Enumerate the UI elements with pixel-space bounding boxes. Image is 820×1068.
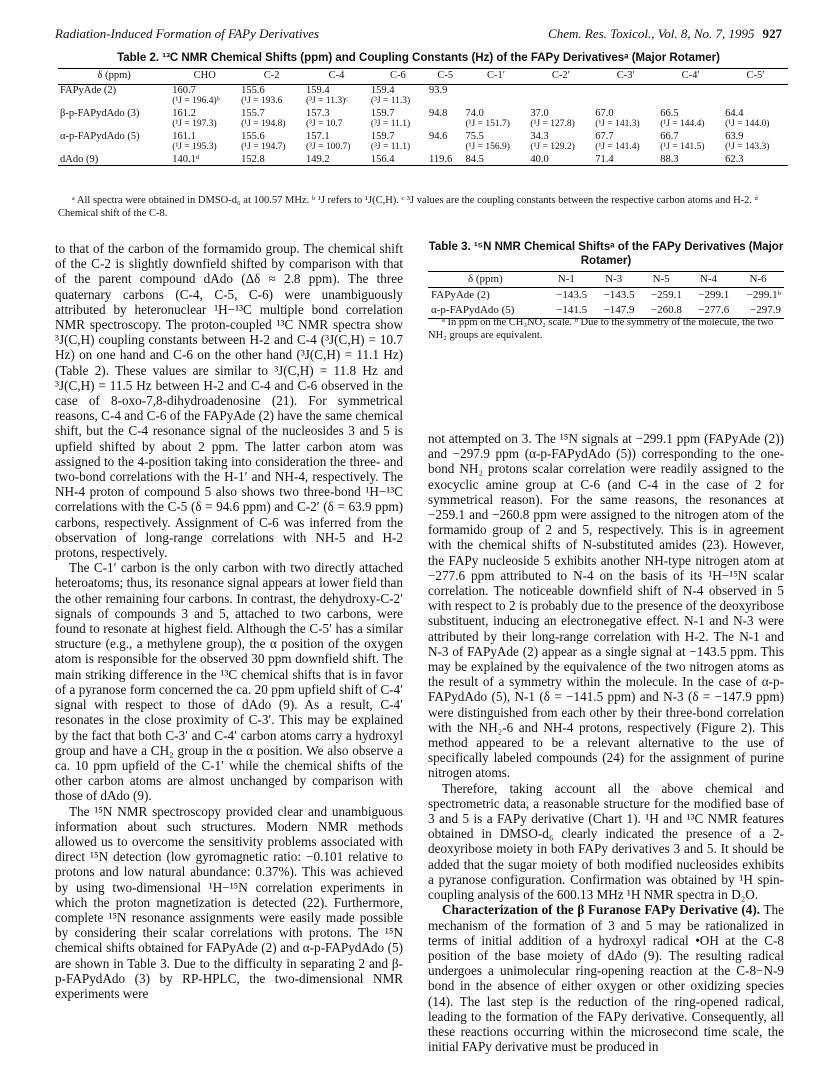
body-paragraph: The C-1′ carbon is the only carbon with two directly attached heteroatoms; thus, its resonance signal appears at lower field than the other remaining four carbons. In contrast, the dehydroxy-C-2′ signals of compounds 3 and 5, attached to two carbons, were found to resonate at highest field. Although the C-5′ has a similar structure (e.g., a methylene group), the α position of the oxygen atom is responsible for the observed 30 ppm downfield shift. The main striking difference in the ¹³C chemical shifts that is in favor of a pyranose form concerned the ca. 20 ppm upfield shift of C-4′ signal with respect to those of dAdo (9). As a result, C-4′ resonates in the close proximity of C-3′. This may be explained by the fact that both C-3′ and C-4′ carbon atoms carry a hydroxyl group and have a CH₂ group in the α position. We also observe a ca. 10 ppm upfield of the C-1′ while the chemical shifts of the other carbon atoms are almost unchanged by comparison with those of dAdo (9). (55, 560, 403, 804)
compound-name: α-p-FAPydAdo (5) (428, 303, 543, 319)
shift-value: 67.0 (595, 107, 614, 119)
shift-value: 156.4 (370, 153, 395, 165)
body-paragraph: The ¹⁵N NMR spectroscopy provided clear and unambiguous information about such structures. Modern NMR methods allowed us to overcome the sensitivity problems associated with direct ¹⁵N detection (low gyromagnetic ratio: −0.101 relative to protons and low natural abundance: 0.37%). This was achieved by using two-dimensional ¹H−¹⁵N correlation experiments in which the proton magnetization is detected (22). Furthermore, complete ¹⁵N resonance assignments were easily made possible by considering their scalar correlations with protons. The ¹⁵N chemical shifts obtained for FAPyAde (2) and α-p-FAPydAdo (5) are shown in Table 3. Due to the difficulty in separating 2 and β-p-FAPydAdo (3) by RP-HPLC, the two-dimensional NMR experiments were (55, 803, 403, 1001)
table2 (58, 68, 788, 166)
table-cell (464, 84, 529, 108)
coupling-value: (¹J = 127.8) (530, 119, 575, 129)
coupling-value: (¹J = 197.3) (172, 119, 217, 129)
shift-value: 63.9 (725, 130, 744, 142)
table-cell (528, 131, 593, 154)
table-cell (304, 131, 369, 154)
table-cell (464, 154, 529, 166)
table3-header-cell: N-4 (685, 272, 732, 288)
shift-value: 67.7 (595, 130, 614, 142)
coupling-value: (¹J = 196.4)ᵇ (172, 96, 220, 106)
table-cell (658, 84, 723, 108)
table-cell (658, 108, 723, 131)
table-cell (593, 131, 658, 154)
shift-value: 157.3 (306, 107, 330, 119)
table3-body (428, 288, 784, 319)
coupling-value: (¹J = 144.0) (725, 119, 770, 129)
section-heading: Characterization of the β Furanose FAPy Derivative (4). (442, 902, 761, 918)
shift-value: 159.4 (306, 84, 330, 96)
running-head (55, 26, 782, 42)
table-cell: −259.1 (650, 289, 682, 301)
shift-value: 152.8 (241, 153, 265, 165)
table2-caption: Table 2. ¹³C NMR Chemical Shifts (ppm) and Coupling Constants (Hz) of the FAPy Derivativesᵃ (Major Rotamer) (117, 52, 720, 64)
table2-header-cell: C-2 (239, 69, 304, 85)
table3-header-cell: N-5 (637, 272, 684, 288)
table-cell (593, 84, 658, 108)
coupling-value: (¹J = 141.3) (595, 119, 640, 129)
coupling-value: (¹J = 144.4) (660, 119, 705, 129)
coupling-value: (¹J = 143.3) (725, 142, 770, 152)
table-cell (723, 84, 788, 108)
table-cell: −143.5 (603, 289, 635, 301)
table-cell (658, 154, 723, 166)
shift-value: 161.1 (172, 130, 196, 142)
table2-header-cell: C-6 (369, 69, 427, 85)
table3-header-cell: N-3 (590, 272, 637, 288)
table-cell (239, 154, 304, 166)
table-cell (723, 154, 788, 166)
table-cell: −277.6 (685, 303, 732, 319)
table-cell (369, 108, 427, 131)
table-cell (723, 108, 788, 131)
section-text: The mechanism of the formation of 3 and 5 may be rationalized in terms of initial addition of a hydroxyl radical •OH at the C-8 position of the base moiety of dAdo (9). The resulting radical undergoes a unimolecular ring-opening reaction at the C-8−N-9 bond in the absence of either oxygen or other oxidizing species (14). The last step is the reduction of the ring-opened radical, leading to the formation of the FAPy derivative. Consequently, all these reactions occurring within the microsecond time scale, the initial FAPy derivative must be produced in (428, 902, 784, 1055)
table2-header-cell: C-5′ (723, 69, 788, 85)
shift-value: 160.7 (172, 84, 196, 96)
table2-footnote: ᵃ All spectra were obtained in DMSO-d₆ at 100.57 MHz. ᵇ ¹J refers to ¹J(C,H). ᶜ ³J values are the coupling constants between the respective carbon atoms and H-2. ᵈ Chemical shift of the C-8. (58, 195, 758, 219)
shift-value: 66.7 (660, 130, 679, 142)
shift-value: 94.6 (428, 130, 448, 142)
table-row (58, 154, 788, 166)
table-cell (170, 131, 239, 154)
running-head-title: Radiation-Induced Formation of FAPy Derivatives (55, 26, 320, 41)
shift-value: 159.7 (370, 130, 395, 142)
shift-value: 75.5 (465, 130, 484, 142)
coupling-value: (¹J = 193.6 (241, 96, 283, 106)
coupling-value: (¹J = 156.9) (465, 142, 510, 152)
table-cell (369, 131, 427, 154)
shift-value: 34.3 (530, 130, 549, 142)
shift-value: 62.3 (725, 153, 744, 165)
shift-value: 93.9 (428, 84, 448, 96)
table-cell (304, 84, 369, 108)
shift-value: 40.0 (530, 153, 549, 165)
table-cell (239, 131, 304, 154)
table-cell (170, 84, 239, 108)
table3-caption: Table 3. ¹⁵N NMR Chemical Shiftsᵃ of the FAPy Derivatives (Major Rotamer) (428, 241, 784, 267)
shift-value: 84.5 (465, 153, 484, 165)
table3 (428, 271, 784, 319)
table-cell (528, 154, 593, 166)
coupling-value: (¹J = 195.3) (172, 142, 217, 152)
shift-value: 157.1 (306, 130, 330, 142)
shift-value: 140.1ᵈ (172, 153, 200, 165)
compound-name: α-p-FAPydAdo (5) (60, 130, 140, 142)
shift-value: 66.5 (660, 107, 679, 119)
table3-header-cell: δ (ppm) (428, 272, 543, 288)
shift-value: 37.0 (530, 107, 549, 119)
table-cell (369, 84, 427, 108)
coupling-value: (³J = 11.1) (370, 142, 411, 152)
coupling-value: (³J = 10.7 (306, 119, 343, 129)
shift-value: 159.7 (370, 107, 395, 119)
table2-header-cell: C-1′ (464, 69, 529, 85)
table2-header-cell: C-4 (304, 69, 369, 85)
coupling-value: (¹J = 141.5) (660, 142, 705, 152)
table2-header-cell: CHO (170, 69, 239, 85)
table-cell: −299.1 (698, 289, 730, 301)
table-cell (304, 108, 369, 131)
left-column (55, 241, 403, 1001)
table-cell (593, 108, 658, 131)
coupling-value: (³J = 11.3) (370, 96, 411, 106)
table-cell (658, 131, 723, 154)
table-row (428, 288, 784, 304)
coupling-value: (¹J = 194.8) (241, 119, 286, 129)
table-cell (239, 84, 304, 108)
table3-header-cell: N-1 (543, 272, 590, 288)
compound-name: dAdo (9) (58, 154, 170, 166)
table-cell: −141.5 (543, 303, 590, 319)
table-cell (170, 108, 239, 131)
page-number: 927 (762, 26, 782, 41)
table2-header-cell: C-4′ (658, 69, 723, 85)
table-cell: −147.9 (590, 303, 637, 319)
body-paragraph: to that of the carbon of the formamido group. The chemical shift of the C-2 is slightly downfield shifted by comparison with that of the parent compound dAdo (Δδ ≈ 2.8 ppm). The three quaternary carbons (C-4, C-5, C-6) were unambiguously attributed by heteronuclear ¹H−¹³C multiple bond correlation NMR spectroscopy. The proton-coupled ¹³C NMR spectra show ³J(C,H) coupling constants between H-2 and C-4 (³J(C,H) = 10.7 Hz) on one hand and C-6 on the other hand (³J(C,H) = 11.1 Hz) (Table 2). These values are similar to ³J(C,H) = 11.8 Hz and ³J(C,H) = 11.5 Hz between H-2 and C-4 and C-6 observed in the case of 8-oxo-7,8-dihydroadenosine (21). For symmetrical reasons, C-4 and C-6 of the FAPyAde (2) have the same chemical shift, but the C-4 resonance signal of the nucleosides 3 and 5 is upfield shifted by about 2 ppm. The latter carbon atom was assigned to the 4-position taking into consideration the three- and two-bond correlations with the H-1′ and NH-4, respectively. The NH-4 proton of compound 5 also shows two three-bond ¹H−¹³C correlations with the C-5 (δ = 94.6 ppm) and C-2′ (δ = 63.9 ppm) carbons, respectively. Assignment of C-6 was inferred from the observation of long-range correlations with NH-5 and H-2 protons, respectively. (55, 241, 403, 561)
table-cell (304, 154, 369, 166)
table-row (58, 84, 788, 108)
right-column (428, 431, 784, 1054)
table3-footnote: ᵃ In ppm on the CH₃NO₂ scale. ᵇ Due to the symmetry of the molecule, the two NH₂ groups are equivalent. (428, 317, 774, 341)
table-cell (427, 108, 464, 131)
table-cell (427, 154, 464, 166)
shift-value: 149.2 (306, 153, 330, 165)
shift-value: 74.0 (465, 107, 484, 119)
table-row (58, 108, 788, 131)
shift-value: 88.3 (660, 153, 679, 165)
table-cell: −299.1ᵇ (746, 289, 781, 301)
table-cell: −260.8 (637, 303, 684, 319)
shift-value: 155.6 (241, 84, 265, 96)
table-cell (593, 154, 658, 166)
running-head-citation (548, 26, 782, 42)
table-cell (369, 154, 427, 166)
table2-header-cell: δ (ppm) (58, 69, 170, 85)
body-paragraph: not attempted on 3. The ¹⁵N signals at −299.1 ppm (FAPyAde (2)) and −297.9 ppm (α-p-FAPydAdo (5)) corresponding to the one-bond NH₂ protons scalar correlation were readily assigned to the exocyclic amine group at C-6 (and C-4 in the case of 2 for symmetrical reason). For the same reasons, the resonances at −259.1 and −260.8 ppm were assigned to the nitrogen atom of the formamido group of 2 and 5, respectively. This is in agreement with the chemical shifts of N-substituted amides (23). However, the FAPy nucleoside 5 exhibits another NH-type nitrogen atom at −277.6 ppm attributed to N-4 on the basis of its ¹H−¹⁵N scalar correlation. The noticeable downfield shift of N-4 observed in 5 with respect to 2 is probably due to the presence of the deoxyribose substituent, inducing an electronegative effect. N-1 and N-3 were attributed by their long-range correlation with H-2. The N-1 and N-3 of FAPyAde (2) appear as a single signal at −143.5 ppm. This may be explained by the equivalence of the two nitrogen atoms as the result of a symmetry within the molecule. In the case of α-p-FAPydAdo (5), N-1 (δ = −141.5 ppm) and N-3 (δ = −147.9 ppm) were distinguished from each other by their three-bond correlation with the NH₂-6 and NH-4 protons, respectively (Figure 2). This method appeared to be a relevant alternative to the use of specifically labeled compounds (24) for the assignment of purine nitrogen atoms. (428, 431, 784, 781)
coupling-value: (³J = 11.3)ᶜ (306, 96, 348, 106)
coupling-value: (³J = 11.1) (370, 119, 411, 129)
shift-value: 159.4 (370, 84, 395, 96)
table-row (58, 131, 788, 154)
table3-header-row (428, 272, 784, 288)
shift-value: 119.6 (428, 153, 453, 165)
table-cell (723, 131, 788, 154)
shift-value: 161.2 (172, 107, 196, 119)
table2-header-row (58, 69, 788, 85)
coupling-value: (¹J = 151.7) (465, 119, 510, 129)
table-cell (528, 108, 593, 131)
table2-header-cell: C-2′ (528, 69, 593, 85)
compound-name: FAPyAde (2) (60, 84, 117, 96)
shift-value: 71.4 (595, 153, 614, 165)
shift-value: 155.6 (241, 130, 265, 142)
table-cell (464, 108, 529, 131)
coupling-value: (¹J = 141.4) (595, 142, 640, 152)
table-cell (427, 131, 464, 154)
coupling-value: (¹J = 129.2) (530, 142, 575, 152)
shift-value: 94.8 (428, 107, 448, 119)
coupling-value: (¹J = 194.7) (241, 142, 286, 152)
table-cell: −143.5 (556, 289, 588, 301)
body-paragraph (428, 902, 784, 1054)
table-cell (464, 131, 529, 154)
compound-name: FAPyAde (2) (431, 289, 490, 301)
body-paragraph: Therefore, taking account all the above chemical and spectrometric data, a reasonable structure for the modified base of 3 and 5 is a FAPy derivative (Chart 1). ¹H and ¹³C NMR features obtained in DMSO-d₆ clearly indicated the presence of a 2-deoxyribose moiety in both FAPy derivatives 3 and 5. It should be added that the sugar moiety of both modified nucleosides exhibits a pyranose configuration. Confirmation was obtained by ¹H spin-coupling analysis of the 600.13 MHz ¹H NMR spectra in D₂O. (428, 780, 784, 903)
table2-header-cell: C-3′ (593, 69, 658, 85)
journal-citation: Chem. Res. Toxicol., Vol. 8, No. 7, 1995 (548, 26, 755, 41)
table-cell (239, 108, 304, 131)
table-cell (528, 84, 593, 108)
table-cell (170, 154, 239, 166)
table2-header-cell: C-5 (427, 69, 464, 85)
coupling-value: (³J = 100.7) (306, 142, 351, 152)
table2-body (58, 84, 788, 166)
compound-name: β-p-FAPydAdo (3) (60, 107, 140, 119)
shift-value: 64.4 (725, 107, 744, 119)
shift-value: 155.7 (241, 107, 265, 119)
table3-header-cell: N-6 (732, 272, 784, 288)
table-cell (427, 84, 464, 108)
table-cell: −297.9 (732, 303, 784, 319)
